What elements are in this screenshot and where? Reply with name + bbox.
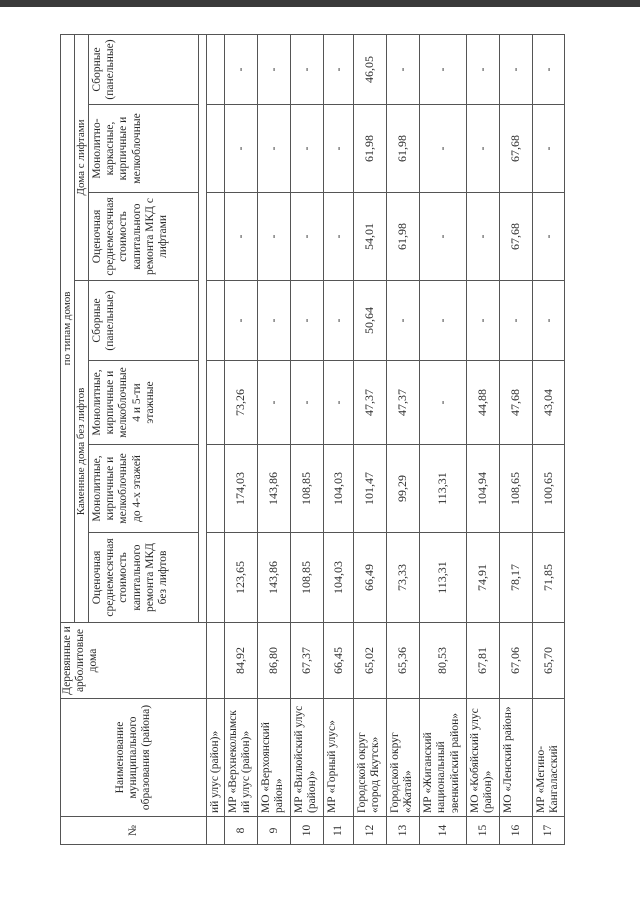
monolith-lift-value: - [467, 105, 500, 193]
table-row [387, 34, 420, 844]
avg-no-lift-value: 73,33 [387, 533, 420, 623]
avg-lift-value: 54,01 [354, 193, 387, 281]
prefab-no-lift-value: - [500, 281, 533, 361]
prefab-lift-value: - [500, 34, 533, 104]
row-number: 13 [387, 817, 420, 845]
row-name: Городской округ «Жатай» [387, 699, 420, 817]
prefab-lift-value: - [387, 34, 420, 104]
row-name: ий улус (район)» [207, 699, 225, 817]
wooden-value: 80,53 [420, 623, 467, 699]
table-row [420, 34, 467, 844]
avg-lift-value: - [291, 193, 324, 281]
header-with-lift: Дома с лифтами [75, 34, 89, 280]
header-prefab-no-lift: Сборные (панельные) [89, 281, 199, 361]
wooden-value: 65,02 [354, 623, 387, 699]
monolith-4-5-value: 47,68 [500, 361, 533, 445]
wooden-value: 65,36 [387, 623, 420, 699]
wooden-value: 86,80 [258, 623, 291, 699]
monolith-4-5-value: - [291, 361, 324, 445]
avg-lift-value: 67,68 [500, 193, 533, 281]
monolith-lift-value: - [420, 105, 467, 193]
table-row [500, 34, 533, 844]
avg-no-lift-value: 108,85 [291, 533, 324, 623]
header-by-house-type: по типам домов [61, 34, 75, 622]
monolith-4-5-value: 47,37 [354, 361, 387, 445]
monolith-under-4-value: 99,29 [387, 445, 420, 533]
monolith-under-4-value: 100,65 [533, 445, 564, 533]
avg-no-lift-value: 143,86 [258, 533, 291, 623]
prefab-lift-value: - [225, 34, 258, 104]
row-number: 9 [258, 817, 291, 845]
table-row [354, 34, 387, 844]
header-avg-cost-lift: Оценочная среднемесячная стоимость капитального ремонта МКД с лифтами [89, 193, 199, 281]
row-name: МР «Верхнеколымск ий улус (район)» [225, 699, 258, 817]
row-number: 14 [420, 817, 467, 845]
prefab-no-lift-value: - [225, 281, 258, 361]
avg-lift-value: - [258, 193, 291, 281]
wooden-value: 65,70 [533, 623, 564, 699]
monolith-4-5-value: 44,88 [467, 361, 500, 445]
monolith-lift-value: 61,98 [354, 105, 387, 193]
table-row [324, 34, 354, 844]
prefab-no-lift-value: - [324, 281, 354, 361]
row-name: Городской округ «город Якутск» [354, 699, 387, 817]
row-name: МР «Вилюйский улус (район)» [291, 699, 324, 817]
avg-no-lift-value: 66,49 [354, 533, 387, 623]
table-row [225, 34, 258, 844]
row-number: 11 [324, 817, 354, 845]
wooden-value: 67,06 [500, 623, 533, 699]
monolith-4-5-value: - [324, 361, 354, 445]
header-number: № [61, 817, 207, 845]
prefab-no-lift-value: - [387, 281, 420, 361]
prefab-no-lift-value: - [258, 281, 291, 361]
table-row [258, 34, 291, 844]
avg-lift-value: - [420, 193, 467, 281]
monolith-lift-value: 61,98 [387, 105, 420, 193]
prefab-lift-value: - [420, 34, 467, 104]
repair-cost-table [60, 34, 565, 845]
table-row [533, 34, 564, 844]
prefab-lift-value: - [258, 34, 291, 104]
header-monolith-lift: Монолитно-каркасные, кирпичные и мелкоблочные [89, 105, 199, 193]
prefab-lift-value: - [467, 34, 500, 104]
table-row [467, 34, 500, 844]
header-prefab-lift: Сборные (панельные) [89, 34, 199, 104]
header-wooden-houses: Деревянные и арболитовые дома [61, 623, 207, 699]
avg-lift-value: - [467, 193, 500, 281]
monolith-4-5-value: - [420, 361, 467, 445]
monolith-lift-value: - [324, 105, 354, 193]
wooden-value: 66,45 [324, 623, 354, 699]
header-avg-cost-no-lift: Оценочная среднемесячная стоимость капитального ремонта МКД без лифтов [89, 533, 199, 623]
header-municipality: Наименование муниципального образования (района) [61, 699, 207, 817]
monolith-under-4-value: 143,86 [258, 445, 291, 533]
monolith-lift-value: - [291, 105, 324, 193]
header-stone-no-lift: Каменные дома без лифтов [75, 281, 89, 623]
row-name: МО «Верхоянский район» [258, 699, 291, 817]
prefab-no-lift-value: - [533, 281, 564, 361]
prefab-no-lift-value: - [291, 281, 324, 361]
monolith-under-4-value: 108,85 [291, 445, 324, 533]
avg-lift-value: - [533, 193, 564, 281]
monolith-lift-value: - [225, 105, 258, 193]
monolith-under-4-value: 104,03 [324, 445, 354, 533]
prefab-lift-value: - [324, 34, 354, 104]
monolith-lift-value: - [258, 105, 291, 193]
prefab-lift-value: - [533, 34, 564, 104]
row-number: 12 [354, 817, 387, 845]
row-name: МР «Жиганский национальный эвенкийский район» [420, 699, 467, 817]
row-name: МР «Мегино-Кангаласский [533, 699, 564, 817]
wooden-value: 67,81 [467, 623, 500, 699]
row-number: 16 [500, 817, 533, 845]
avg-lift-value: 61,98 [387, 193, 420, 281]
prefab-lift-value: - [291, 34, 324, 104]
monolith-lift-value: 67,68 [500, 105, 533, 193]
avg-no-lift-value: 104,03 [324, 533, 354, 623]
header-monolith-under-4: Монолитные, кирпичные и мелкоблочные до 4-х этажей [89, 445, 199, 533]
avg-no-lift-value: 113,31 [420, 533, 467, 623]
monolith-under-4-value: 108,65 [500, 445, 533, 533]
monolith-lift-value: - [533, 105, 564, 193]
table-row-continued [207, 34, 225, 844]
prefab-no-lift-value: - [420, 281, 467, 361]
row-name: МО «Ленский район» [500, 699, 533, 817]
monolith-4-5-value: 43,04 [533, 361, 564, 445]
avg-no-lift-value: 74,91 [467, 533, 500, 623]
row-number: 10 [291, 817, 324, 845]
row-name: МО «Кобяйский улус (район)» [467, 699, 500, 817]
avg-no-lift-value: 71,85 [533, 533, 564, 623]
avg-lift-value: - [324, 193, 354, 281]
monolith-4-5-value: 47,37 [387, 361, 420, 445]
wooden-value: 67,37 [291, 623, 324, 699]
rotated-table-page [60, 35, 610, 845]
avg-no-lift-value: 78,17 [500, 533, 533, 623]
row-number: 8 [225, 817, 258, 845]
monolith-under-4-value: 104,94 [467, 445, 500, 533]
prefab-no-lift-value: - [467, 281, 500, 361]
monolith-under-4-value: 174,03 [225, 445, 258, 533]
prefab-lift-value: 46,05 [354, 34, 387, 104]
monolith-4-5-value: 73,26 [225, 361, 258, 445]
monolith-under-4-value: 113,31 [420, 445, 467, 533]
prefab-no-lift-value: 50,64 [354, 281, 387, 361]
scan-top-edge [0, 0, 640, 7]
row-number: 17 [533, 817, 564, 845]
row-number: 15 [467, 817, 500, 845]
monolith-under-4-value: 101,47 [354, 445, 387, 533]
row-name: МР «Горный улус» [324, 699, 354, 817]
table-row [291, 34, 324, 844]
header-monolith-4-5: Монолитные, кирпичные и мелкоблочные 4 и 5-ти этажные [89, 361, 199, 445]
avg-lift-value: - [225, 193, 258, 281]
monolith-4-5-value: - [258, 361, 291, 445]
wooden-value: 84,92 [225, 623, 258, 699]
avg-no-lift-value: 123,65 [225, 533, 258, 623]
